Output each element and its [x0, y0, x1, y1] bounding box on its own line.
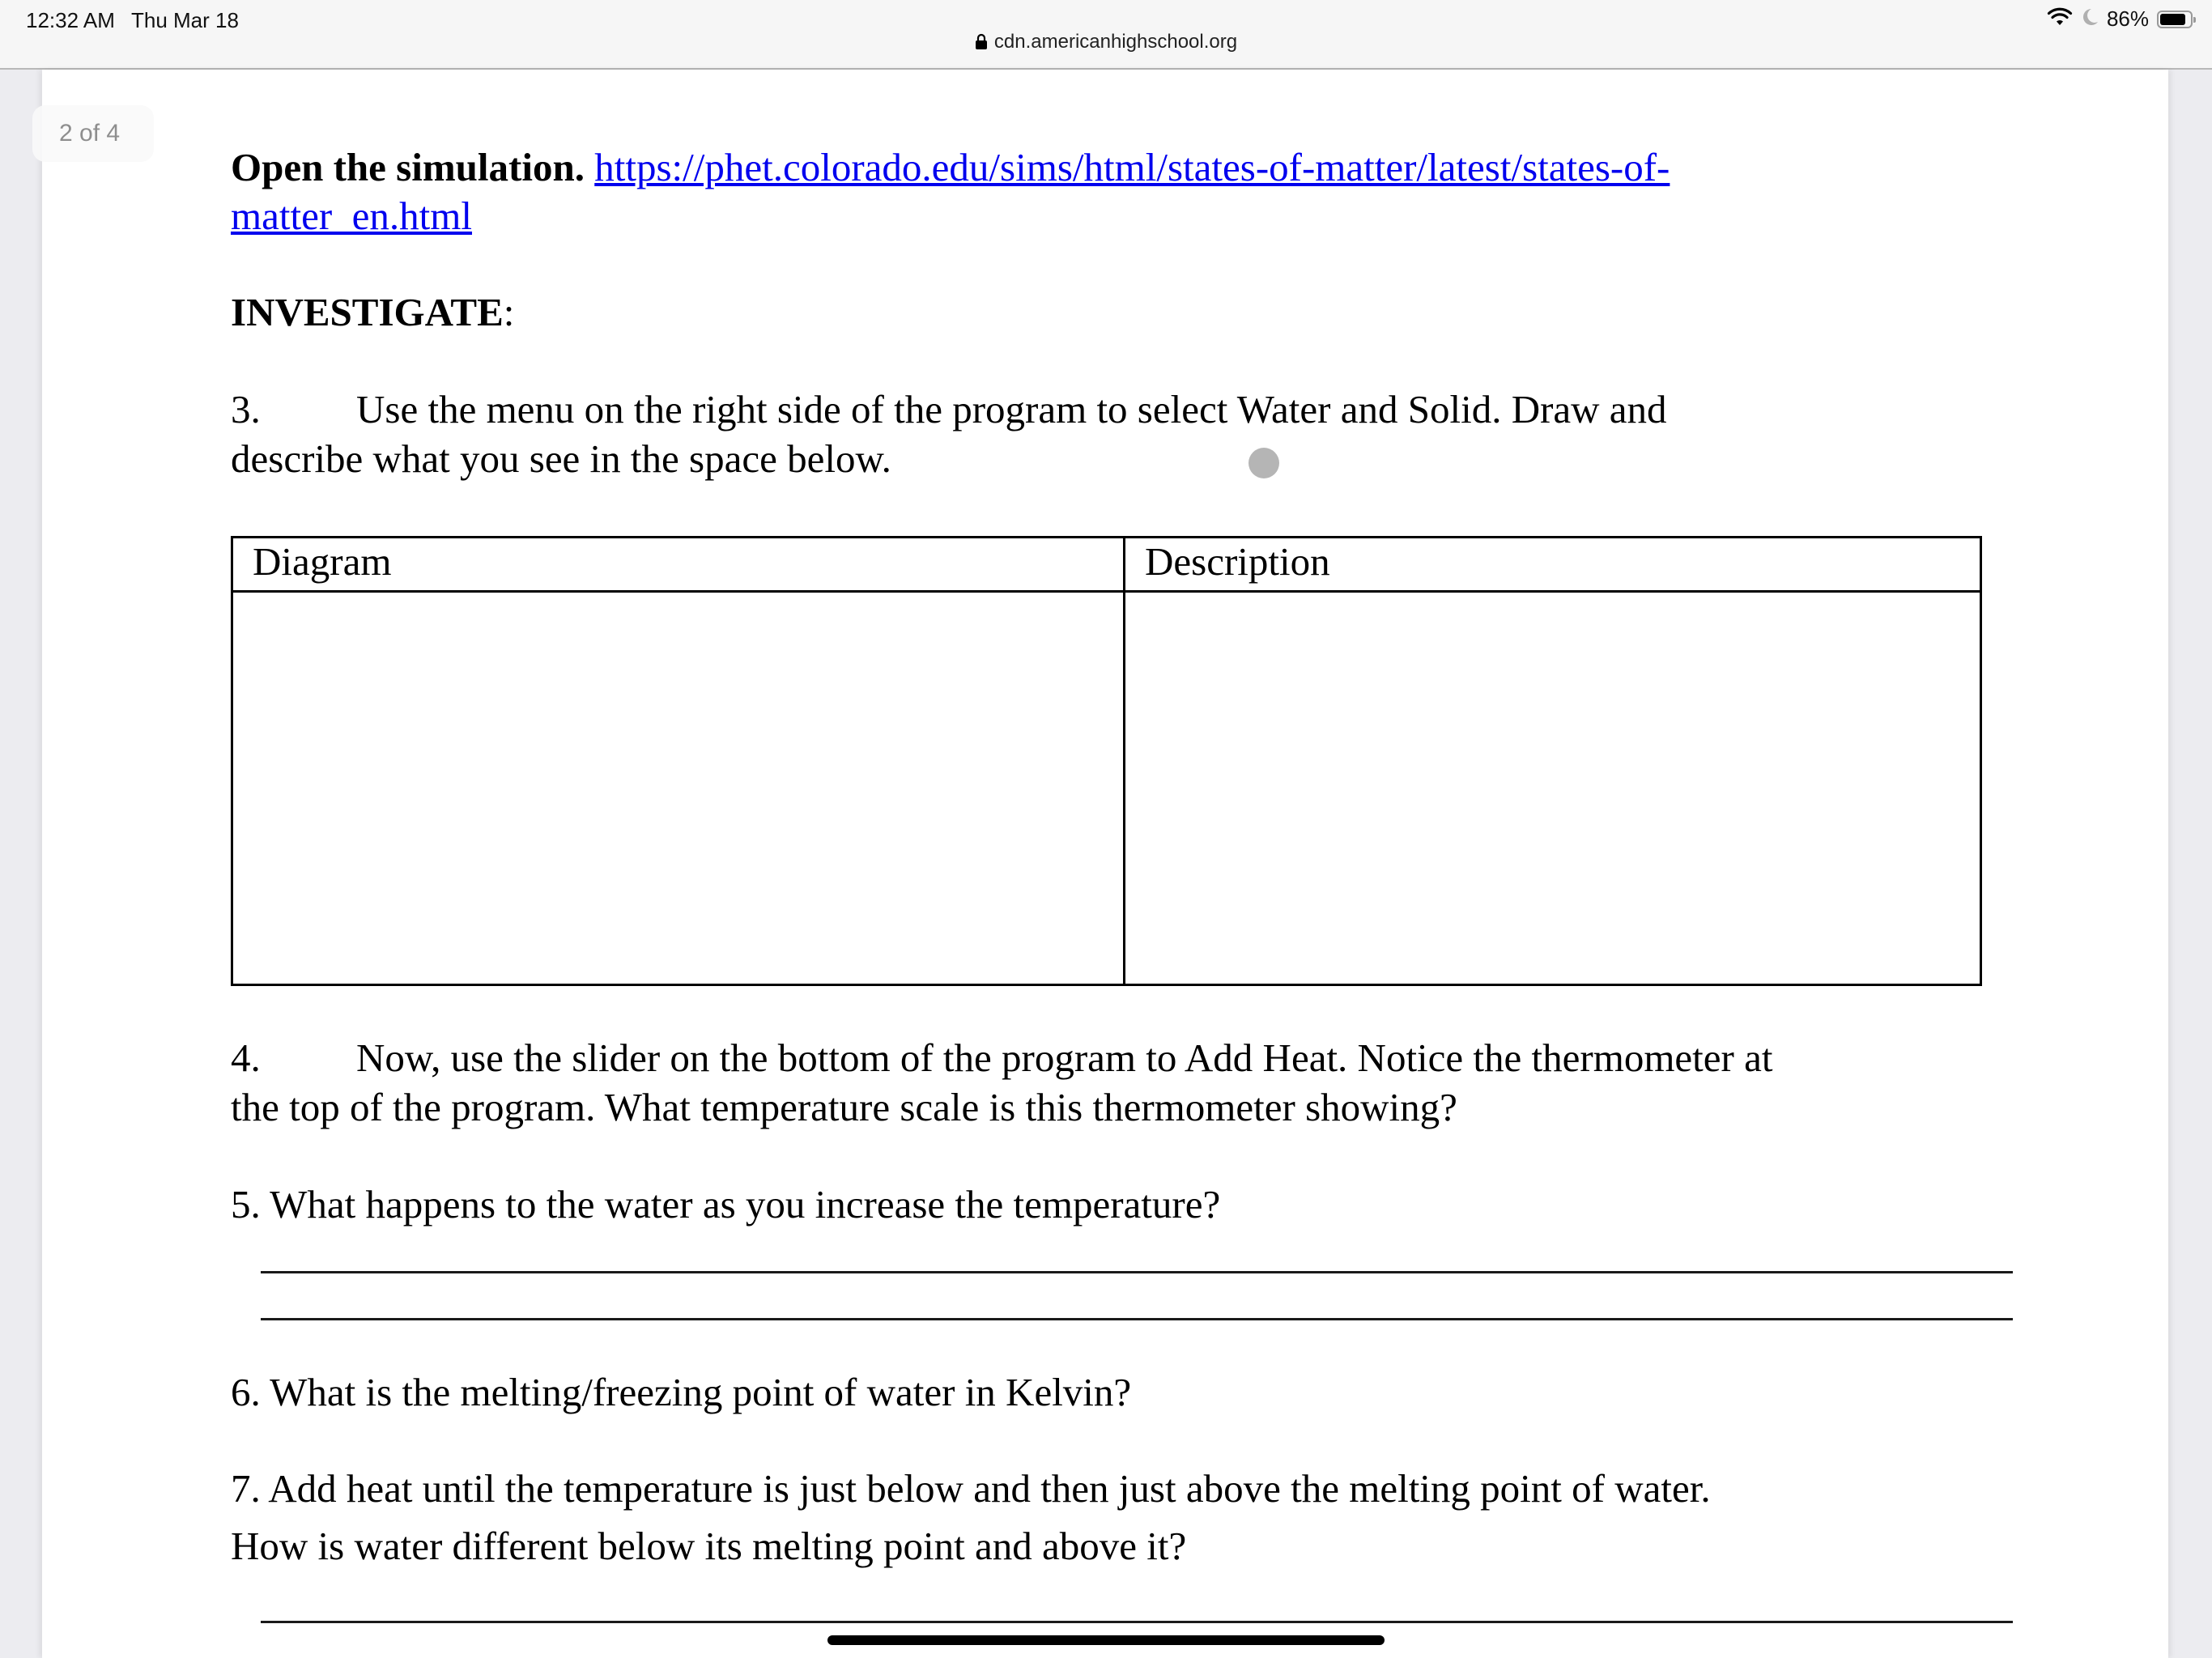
- question-7-line-2: [231, 1523, 1186, 1569]
- question-5-text: 5. What happens to the water as you increase the temperature?: [231, 1182, 1221, 1226]
- question-7-text-continued: How is water different below its melting point and above it?: [231, 1524, 1187, 1568]
- question-6: [231, 1369, 1131, 1415]
- question-4-text: Now, use the slider on the bottom of the program to Add Heat. Notice the thermometer at: [356, 1035, 1773, 1080]
- url-text: cdn.americanhighschool.org: [993, 31, 1238, 53]
- wifi-icon: [2047, 7, 2073, 31]
- question-4-text-continued: the top of the program. What temperature scale is this thermometer showing?: [231, 1085, 1457, 1129]
- table-row: [232, 592, 1981, 985]
- question-3-text: Use the menu on the right side of the program to select Water and Solid. Draw and: [356, 387, 1667, 432]
- simulation-link[interactable]: https://phet.colorado.edu/sims/html/states-of-matter/latest/states-of-: [594, 145, 1670, 189]
- touch-indicator: [1249, 448, 1279, 478]
- question-4-number: 4.: [231, 1035, 261, 1080]
- table-header-diagram: Diagram: [232, 538, 1125, 592]
- question-5: [231, 1181, 1220, 1227]
- status-bar: [0, 0, 2212, 70]
- status-date: Thu Mar 18: [131, 8, 239, 32]
- question-3-number: 3.: [231, 387, 261, 432]
- section-heading: [231, 289, 514, 335]
- status-time: 12:32 AM: [26, 8, 115, 32]
- question-7-text: 7. Add heat until the temperature is just below and then just above the melting point of water.: [231, 1466, 1711, 1511]
- status-indicators: [2047, 6, 2193, 32]
- question-4-line-2: [231, 1084, 1457, 1130]
- question-3-line-1: [231, 386, 1667, 432]
- address-bar[interactable]: [0, 31, 2212, 55]
- intro-line: [231, 144, 1670, 190]
- question-3-line-2: [231, 436, 891, 482]
- question-6-text: 6. What is the melting/freezing point of water in Kelvin?: [231, 1370, 1132, 1414]
- question-3-text-continued: describe what you see in the space below.: [231, 436, 891, 481]
- battery-fill: [2160, 14, 2185, 25]
- table-header-description: Description: [1125, 538, 1981, 592]
- diagram-description-table: [231, 536, 1982, 986]
- simulation-link-continued[interactable]: matter_en.html: [231, 193, 472, 238]
- intro-link-continued: [231, 193, 472, 239]
- table-header-row: [232, 538, 1981, 592]
- battery-icon: [2157, 11, 2193, 28]
- answer-line-q5-2[interactable]: [261, 1318, 2013, 1320]
- question-7-line-1: [231, 1465, 1711, 1511]
- answer-line-q5-1[interactable]: [261, 1271, 2013, 1273]
- description-cell[interactable]: [1125, 592, 1981, 985]
- intro-text: Open the simulation.: [231, 145, 585, 189]
- page-counter-text: 2 of 4: [59, 120, 121, 147]
- battery-percent: 86%: [2106, 6, 2149, 31]
- home-indicator[interactable]: [827, 1635, 1385, 1645]
- lock-icon: [975, 32, 988, 55]
- moon-icon: [2081, 7, 2099, 31]
- page-counter: [32, 105, 154, 162]
- diagram-cell[interactable]: [232, 592, 1125, 985]
- heading-colon: :: [503, 290, 515, 334]
- question-4-line-1: [231, 1035, 1772, 1081]
- answer-line-q7-1[interactable]: [261, 1621, 2013, 1623]
- heading-text: INVESTIGATE: [231, 290, 504, 334]
